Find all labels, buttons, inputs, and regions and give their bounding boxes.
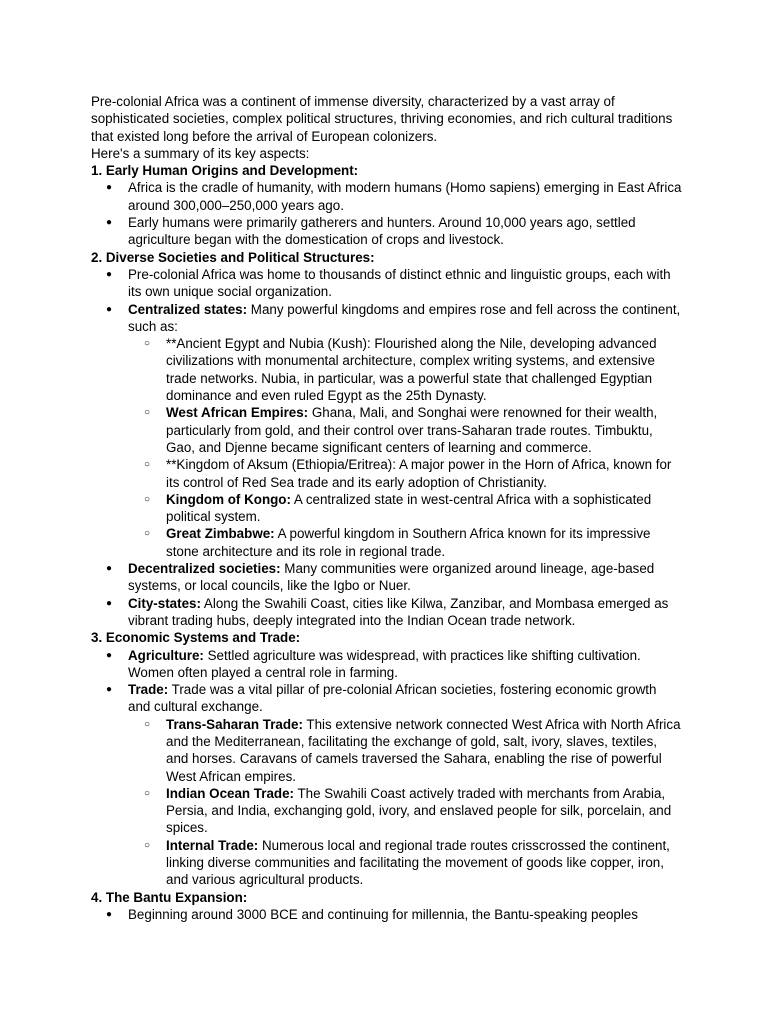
bullet-list: [91, 906, 682, 923]
item-bold-label: Kingdom of Kongo:: [166, 491, 291, 507]
item-text: Beginning around 3000 BCE and continuing for millennia, the Bantu-speaking peoples: [128, 906, 638, 922]
sub-list-item: [128, 716, 682, 785]
sub-list-item: [128, 785, 682, 837]
item-bold-label: Trans-Saharan Trade:: [166, 716, 303, 732]
list-item: [91, 906, 682, 923]
bullet-list: [91, 647, 682, 889]
item-text: A powerful kingdom in Southern Africa known for its impressive stone architecture and its role in regional trade.: [166, 526, 651, 559]
item-text: Many communities were organized around lineage, age-based systems, or local councils, like the Igbo or Nuer.: [128, 561, 655, 594]
list-item: [91, 595, 682, 630]
sub-bullet-list: [128, 335, 682, 560]
bullet-list: [91, 179, 682, 248]
item-text: Early humans were primarily gatherers and hunters. Around 10,000 years ago, settled agriculture began with the domestication of crops and livestock.: [128, 215, 636, 248]
item-text: **Ancient Egypt and Nubia (Kush): Flourished along the Nile, developing advanced civilizations with monumental architecture, complex writing systems, and extensive trade networks. Nubia, in particular, was a powerful state that challenged Egyptian dominance and even ruled Egypt as the 25th Dynasty.: [166, 336, 657, 404]
item-text: This extensive network connected West Africa with North Africa and the Mediterranean, facilitating the exchange of gold, salt, ivory, slaves, textiles, and horses. Caravans of camels traversed the Sahara, enabling the rise of powerful West African empires.: [166, 716, 681, 784]
section-heading: 4. The Bantu Expansion:: [91, 889, 248, 905]
item-bold-label: Indian Ocean Trade:: [166, 785, 294, 801]
bullet-list: [91, 266, 682, 629]
list-item: [91, 266, 682, 301]
item-bold-label: Trade:: [128, 682, 169, 698]
list-item: [91, 301, 682, 560]
item-text: Along the Swahili Coast, cities like Kilwa, Zanzibar, and Mombasa emerged as vibrant trading hubs, deeply integrated into the Indian Ocean trade network.: [128, 595, 669, 628]
item-text: Settled agriculture was widespread, with practices like shifting cultivation. Women often played a central role in farming.: [128, 647, 641, 680]
sub-list-item: [128, 525, 682, 560]
item-text: A centralized state in west-central Africa with a sophisticated political system.: [166, 491, 652, 525]
list-item: [91, 179, 682, 214]
section-heading: 2. Diverse Societies and Political Structures:: [91, 249, 375, 265]
sub-list-item: [128, 837, 682, 889]
list-item: [91, 681, 682, 889]
intro-paragraph: Pre-colonial Africa was a continent of immense diversity, characterized by a vast array of sophisticated societies, complex political structures, thriving economies, and rich cultural traditions that existed long before the arrival of European colonizers.: [91, 94, 673, 144]
item-text: Trade was a vital pillar of pre-colonial African societies, fostering economic growth and cultural exchange.: [128, 682, 657, 715]
item-bold-label: Agriculture:: [128, 647, 204, 663]
sub-bullet-list: [128, 716, 682, 889]
summary-line: Here's a summary of its key aspects:: [91, 145, 310, 161]
item-text: Pre-colonial Africa was home to thousands of distinct ethnic and linguistic groups, each with its own unique social organization.: [128, 266, 671, 300]
sub-list-item: [128, 404, 682, 456]
item-text: Numerous local and regional trade routes crisscrossed the continent, linking diverse communities and facilitating the movement of goods like copper, iron, and various agricultural products.: [166, 837, 670, 888]
item-bold-label: Centralized states:: [128, 301, 248, 317]
document-body: [91, 93, 682, 923]
item-text: **Kingdom of Aksum (Ethiopia/Eritrea): A major power in the Horn of Africa, known for its control of Red Sea trade and its early adoption of Christianity.: [166, 457, 672, 490]
section-heading: 3. Economic Systems and Trade:: [91, 630, 301, 646]
list-item: [91, 214, 682, 249]
list-item: [91, 560, 682, 595]
item-text: Ghana, Mali, and Songhai were renowned for their wealth, particularly from gold, and their control over trans-Saharan trade routes. Timbuktu, Gao, and Djenne became significant centers of learning and commerce.: [166, 405, 658, 455]
item-bold-label: West African Empires:: [166, 405, 309, 421]
item-text: Africa is the cradle of humanity, with modern humans (Homo sapiens) emerging in East Africa around 300,000–250,000 years ago.: [128, 180, 682, 213]
item-text: Many powerful kingdoms and empires rose and fell across the continent, such as:: [128, 301, 681, 334]
item-bold-label: City-states:: [128, 595, 201, 611]
item-bold-label: Decentralized societies:: [128, 561, 281, 577]
sub-list-item: [128, 491, 682, 526]
list-item: [91, 647, 682, 682]
item-bold-label: Great Zimbabwe:: [166, 526, 275, 542]
item-bold-label: Internal Trade:: [166, 837, 259, 853]
sub-list-item: [128, 335, 682, 404]
item-text: The Swahili Coast actively traded with merchants from Arabia, Persia, and India, exchanging gold, ivory, and enslaved people for silk, porcelain, and spices.: [166, 785, 672, 836]
sub-list-item: [128, 456, 682, 491]
section-heading: 1. Early Human Origins and Development:: [91, 163, 359, 179]
